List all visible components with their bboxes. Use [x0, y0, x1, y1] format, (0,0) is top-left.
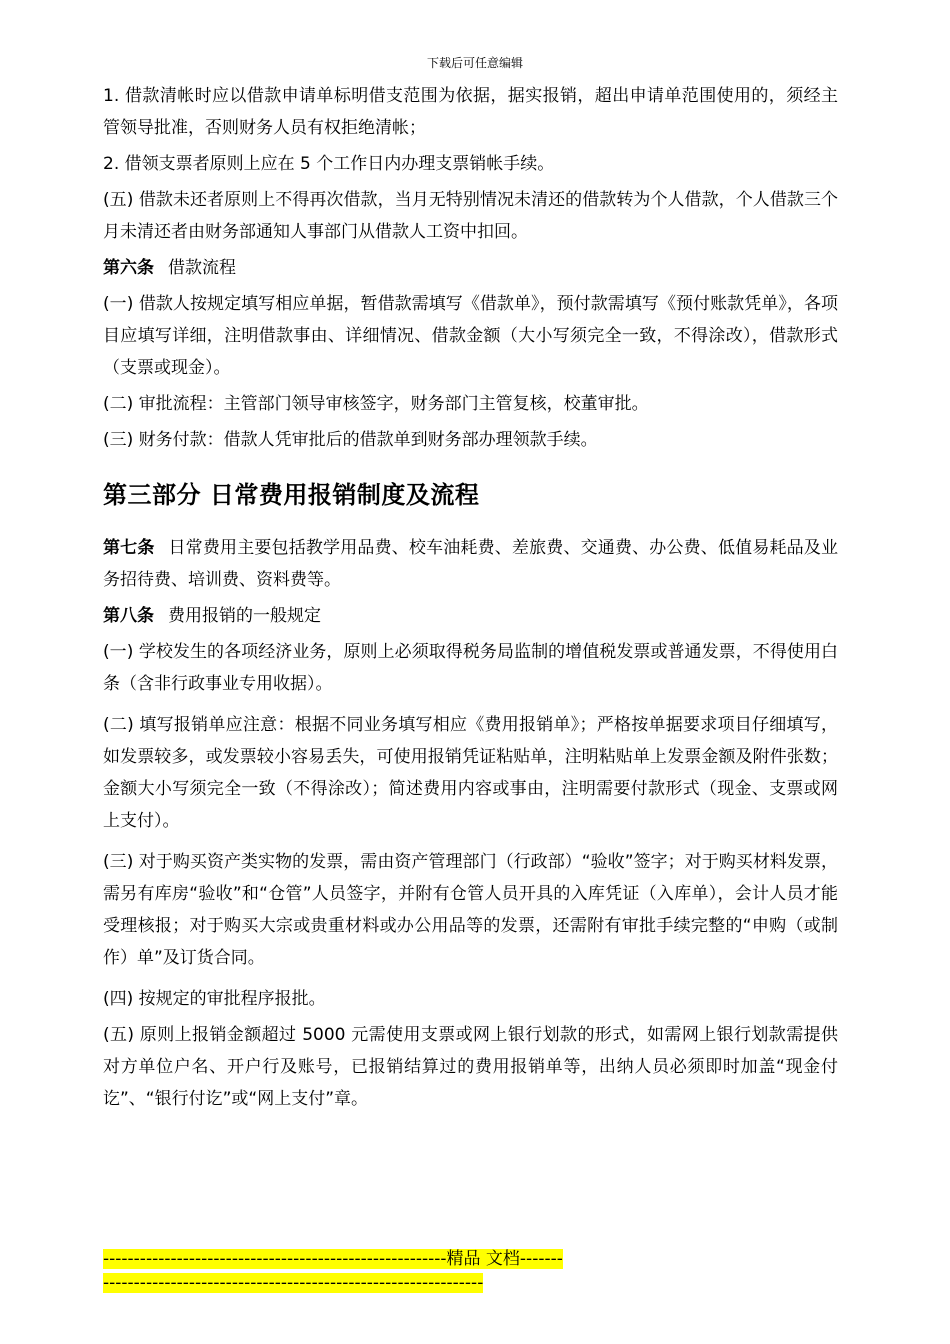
article-8-item-1: (一) 学校发生的各项经济业务，原则上必须取得税务局监制的增值税发票或普通发票，不得使用白条（含非行政事业专用收据）。	[103, 642, 838, 694]
article-6-item-3: (三) 财务付款：借款人凭审批后的借款单到财务部办理领款手续。	[103, 430, 598, 450]
article-8-heading	[103, 600, 838, 632]
article-7-text: 日常费用主要包括教学用品费、校车油耗费、差旅费、交通费、办公费、低值易耗品及业务招待费、培训费、资料费等。	[103, 538, 839, 590]
article-7-label: 第七条	[103, 538, 155, 558]
article-6-label: 第六条	[103, 258, 154, 278]
footer-text: --------------------------------------------------------精品 文档---------------------------------------------------------------------	[103, 1249, 563, 1293]
article-6-item-1: (一) 借款人按规定填写相应单据，暂借款需填写《借款单》，预付款需填写《预付账款凭单》，各项目应填写详细，注明借款事由、详细情况、借款金额（大小写须完全一致，不得涂改），借款形式（支票或现金）。	[103, 294, 838, 378]
article-6-item-2: (二) 审批流程：主管部门领导审核签字，财务部门主管复核，校董审批。	[103, 394, 649, 414]
article-6-title: 借款流程	[168, 258, 236, 278]
article-7	[103, 532, 838, 596]
article-8-label: 第八条	[103, 606, 154, 626]
footer-banner	[103, 1247, 563, 1295]
section-3-heading: 第三部分 日常费用报销制度及流程	[103, 481, 480, 509]
article-8-title: 费用报销的一般规定	[168, 606, 321, 626]
article-8-item-5: (五) 原则上报销金额超过 5000 元需使用支票或网上银行划款的形式，如需网上银行划款需提供对方单位户名、开户行及账号，已报销结算过的费用报销单等，出纳人员必须即时加盖“现金付讫”、“银行付讫”或“网上支付”章。	[103, 1025, 838, 1109]
article-8-item-4: (四) 按规定的审批程序报批。	[103, 989, 326, 1009]
article-8-item-3: (三) 对于购买资产类实物的发票，需由资产管理部门（行政部）“验收”签字；对于购买材料发票，需另有库房“验收”和“仓管”人员签字，并附有仓管人员开具的入库凭证（入库单），会计人员才能受理核报；对于购买大宗或贵重材料或办公用品等的发票，还需附有审批手续完整的“申购（或制作）单”及订货合同。	[103, 852, 838, 968]
paragraph-cheque-rule: 2. 借领支票者原则上应在 5 个工作日内办理支票销帐手续。	[103, 154, 555, 174]
page-header: 下载后可任意编辑	[426, 56, 523, 70]
paragraph-unpaid-loan-rule: (五) 借款未还者原则上不得再次借款，当月无特别情况未清还的借款转为个人借款，个人借款三个月未清还者由财务部通知人事部门从借款人工资中扣回。	[103, 190, 838, 242]
document-body	[103, 80, 838, 1115]
article-6-heading	[103, 252, 838, 284]
paragraph-clearing-rule: 1. 借款清帐时应以借款申请单标明借支范围为依据，据实报销，超出申请单范围使用的，须经主管领导批准，否则财务人员有权拒绝清帐；	[103, 86, 838, 138]
article-8-item-2: (二) 填写报销单应注意：根据不同业务填写相应《费用报销单》；严格按单据要求项目仔细填写，如发票较多，或发票较小容易丢失，可使用报销凭证粘贴单，注明粘贴单上发票金额及附件张数；金额大小写须完全一致（不得涂改）；简述费用内容或事由，注明需要付款形式（现金、支票或网上支付）。	[103, 715, 838, 831]
